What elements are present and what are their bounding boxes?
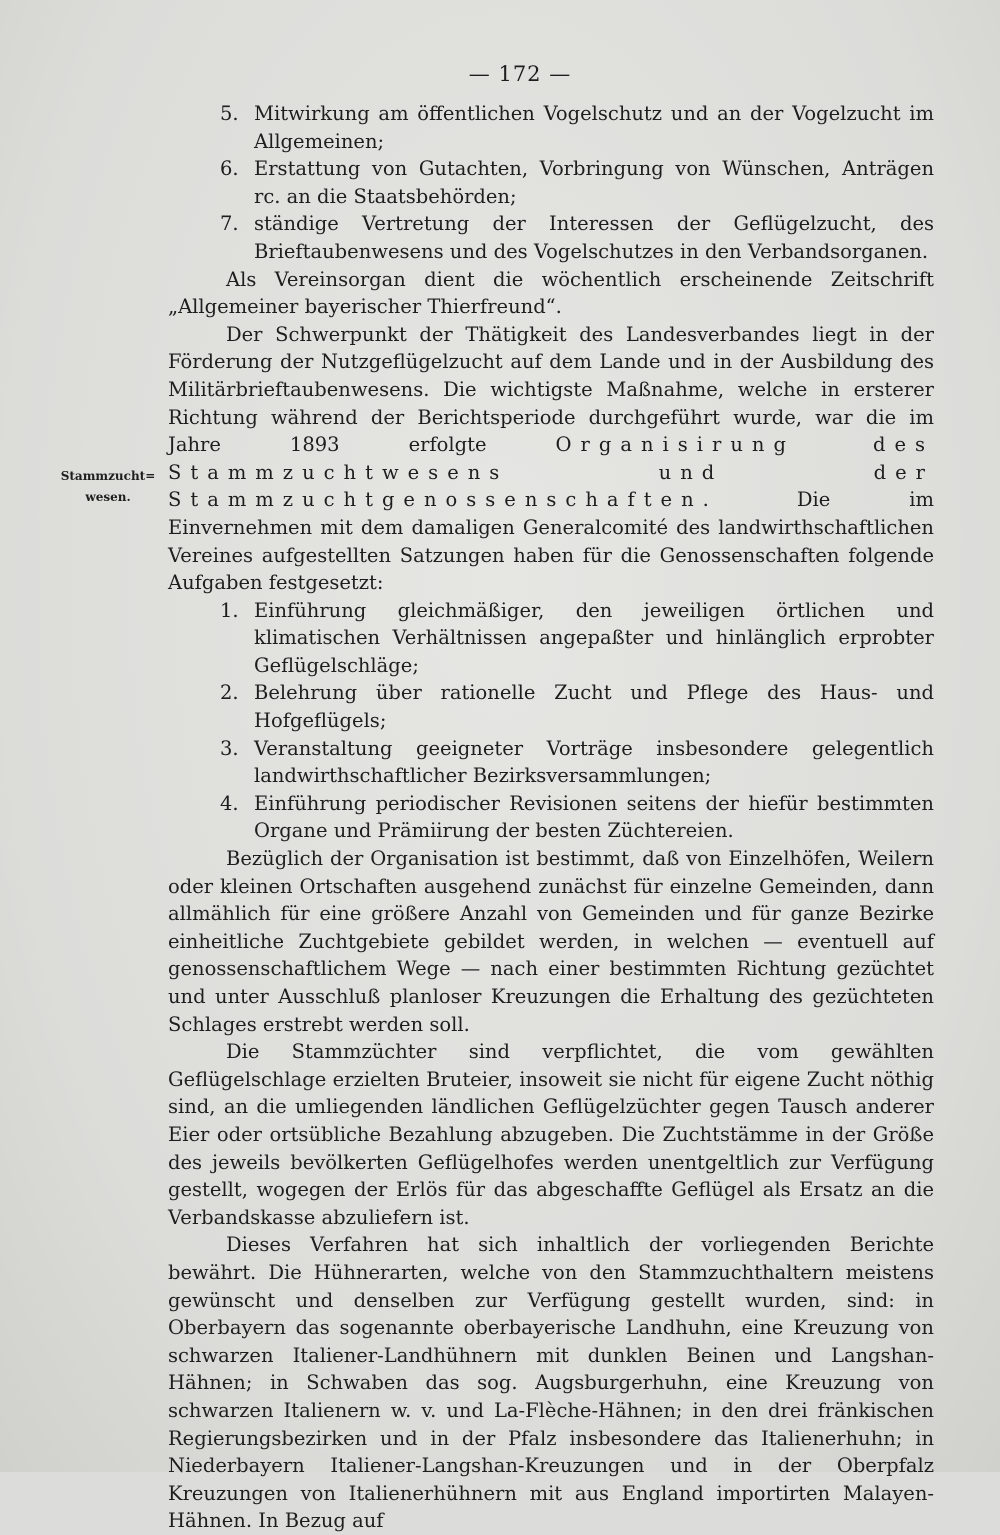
paragraph: Die Stammzüchter sind verpflichtet, die vom gewählten Geflügelschlage erzielten Bruteier, insoweit sie nicht für eigene Zucht nöthig sind, an die umliegenden ländlichen Geflügelzüchter gegen Tausch anderer Eier oder ortsübliche Bezahlung abzugeben. Die Zuchtstämme in der Größe des jeweils bevölkerten Geflügelhofes werden unentgeltlich zur Verfügung gestellt, wogegen der Erlös für das abgeschaffte Geflügel als Ersatz an die Verbandskasse abzuliefern ist. <box>168 1040 934 1229</box>
margin-note <box>58 466 158 508</box>
list-item <box>168 210 934 265</box>
paragraph <box>168 321 934 597</box>
list-item-text: Mitwirkung am öffentlichen Vogelschutz und an der Vogelzucht im Allgemeinen; <box>254 102 934 153</box>
list-item-number: 7. <box>220 212 239 236</box>
paragraph-text: Die im Einvernehmen mit dem damaligen Generalcomité des landwirthschaftlichen Vereines aufgestellten Satzungen haben für die Genossenschaften folgende Aufgaben festgesetzt: <box>168 488 934 595</box>
list-item <box>168 100 934 155</box>
list-item <box>168 155 934 210</box>
list-item-number: 3. <box>220 736 239 760</box>
list-item <box>168 597 934 680</box>
list-item-text: ständige Vertretung der Interessen der Geflügelzucht, des Brieftaubenwesens und des Vogelschutzes in den Verbandsorganen. <box>254 212 934 263</box>
paragraph-text: Der Schwerpunkt der Thätigkeit des Landesverbandes liegt in der Förderung der Nutzgeflügelzucht auf dem Lande und in der Ausbildung des Militärbrieftaubenwesens. Die wichtigste Maßnahme, welche in ersterer Richtung während der Berichtsperiode durchgeführt wurde, war die im Jahre 1893 erfolgte <box>168 322 934 457</box>
list-item-text: Erstattung von Gutachten, Vorbringung von Wünschen, Anträgen rc. an die Staatsbehörden; <box>254 157 934 208</box>
list-item <box>168 735 934 790</box>
list-item-number: 5. <box>220 102 239 125</box>
list-item-text: Belehrung über rationelle Zucht und Pflege des Haus- und Hofgeflügels; <box>254 681 934 733</box>
list-item-number: 6. <box>220 157 239 181</box>
page-number: — 172 — <box>468 62 572 86</box>
list-item-text: Einführung periodischer Revisionen seitens der hiefür bestimmten Organe und Prämiirung der besten Züchtereien. <box>254 791 934 843</box>
paragraph: Bezüglich der Organisation ist bestimmt, daß von Einzelhöfen, Weilern oder kleinen Ortschaften ausgehend zunächst für einzelne Gemeinden, dann allmählich für eine größere Anzahl von Gemeinden und für ganze Bezirke einheitliche Zuchtgebiete gebildet werden, in welchen — eventuell auf genossenschaftlichem Wege — nach einer bestimmten Richtung gezüchtet und unter Ausschluß planloser Kreuzungen die Erhaltung des gezüchteten Schlages erstrebt werden soll. <box>168 847 934 1036</box>
paragraph: Als Vereinsorgan dient die wöchentlich erscheinende Zeitschrift „Allgemeiner bayerischer Thierfreund“. <box>168 267 934 319</box>
spaced-emphasis: Organisirung des Stammzuchtwesens und der Stammzuchtgenossenschaften. <box>168 433 935 512</box>
list-item-text: Veranstaltung geeigneter Vorträge insbesondere gelegentlich landwirthschaftlicher Bezirksversammlungen; <box>254 736 934 788</box>
list-item-text: Einführung gleichmäßiger, den jeweiligen örtlichen und klimatischen Verhältnissen angepaßter und hinlänglich erprobter Geflügelschläge; <box>254 598 934 677</box>
list-item <box>168 679 934 734</box>
list-item <box>168 790 934 845</box>
margin-note-line-2: wesen. <box>85 490 131 504</box>
paragraph: Dieses Verfahren hat sich inhaltlich der vorliegenden Berichte bewährt. Die Hühnerarten, welche von den Stammzuchthaltern meistens gewünscht und denselben zur Verfügung gestellt wurden, sind: in Oberbayern das sogenannte oberbayerische Landhuhn, eine Kreuzung von schwarzen Italiener-Landhühnern mit dunklen Beinen und Langshan-Hähnen; in Schwaben das sog. Augsburgerhuhn, eine Kreuzung von schwarzen Italienern w. v. und La-Flèche-Hähnen; in den drei fränkischen Regierungsbezirken und in der Pfalz insbesondere das Italienerhuhn; in Niederbayern Italiener-Langshan-Kreuzungen und in der Oberpfalz Kreuzungen von Italienerhühnern mit aus England importirten Malayen-Hähnen. In Bezug auf <box>168 1233 934 1533</box>
list-item-number: 4. <box>220 791 239 815</box>
margin-note-line-1: Stammzucht= <box>60 469 156 483</box>
body-text <box>168 100 934 1535</box>
list-item-number: 2. <box>220 681 239 705</box>
list-item-number: 1. <box>220 598 239 622</box>
